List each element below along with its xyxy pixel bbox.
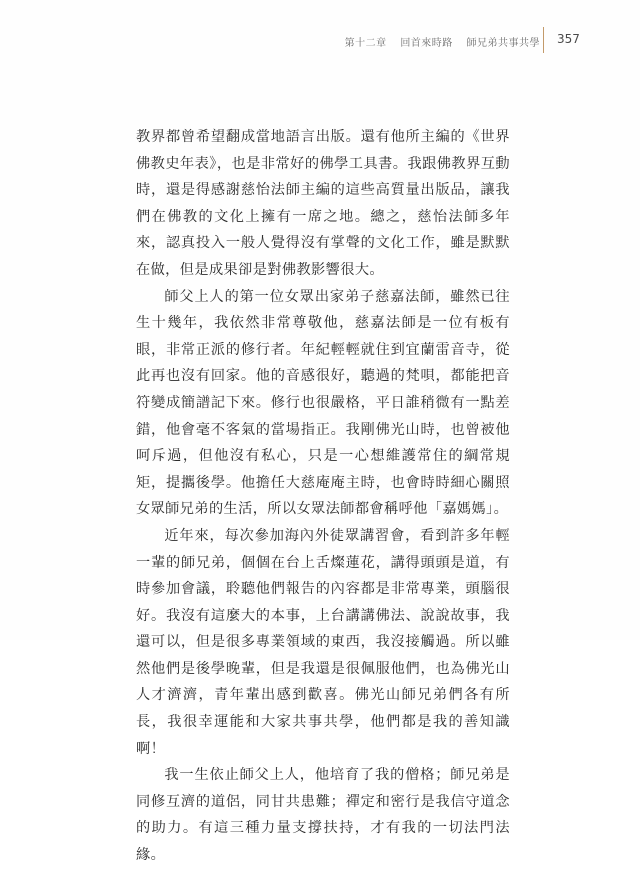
page-number: 357	[557, 32, 580, 46]
body-text	[136, 124, 510, 869]
header-divider	[543, 27, 544, 53]
running-header	[335, 34, 540, 49]
paragraph-3: 近年來，每次參加海內外徒眾講習會，看到許多年輕一輩的師兄弟，個個在台上舌燦蓮花，講得頭頭是道，有時參加會議，聆聽他們報告的內容都是非常專業，頭腦很好。我沒有這麼大的本事，上台講講佛法、說說故事，我還可以，但是很多專業領域的東西，我沒接觸過。所以雖然他們是後學晚輩，但是我還是很佩服他們，也為佛光山人才濟濟，青年輩出感到歡喜。佛光山師兄弟們各有所長，我很幸運能和大家共事共學，他們都是我的善知識啊！	[136, 527, 510, 757]
paragraph-2: 師父上人的第一位女眾出家弟子慈嘉法師，雖然已往生十幾年，我依然非常尊敬他，慈嘉法師是一位有板有眼，非常正派的修行者。年紀輕輕就住到宜蘭雷音寺，從此再也沒有回家。他的音感很好，聽過的梵唄，都能把音符變成簡譜記下來。修行也很嚴格，平日誰稍微有一點差錯，他會毫不客氣的當場指正。我剛佛光山時，也曾被他呵斥過，但他沒有私心，只是一心想維護常住的綱常規矩，提攜後學。他擔任大慈庵庵主時，也會時時細心關照女眾師兄弟的生活，所以女眾法師都會稱呼他「嘉媽媽」。	[136, 288, 510, 518]
chapter-number: 第十二章	[344, 38, 387, 49]
paragraph-4: 我一生依止師父上人，他培育了我的僧格；師兄弟是同修互濟的道侶，同甘共患難；禪定和密行是我信守道念的助力。有這三種力量支撐扶持，才有我的一切法門法緣。	[136, 767, 510, 864]
chapter-title: 回首來時路	[400, 38, 453, 49]
section-title: 師兄弟共事共學	[466, 38, 540, 49]
paragraph-1: 教界都曾希望翻成當地語言出版。還有他所主編的《世界佛教史年表》，也是非常好的佛學工具書。我跟佛教界互動時，還是得感謝慈怡法師主編的這些高質量出版品，讓我們在佛教的文化上擁有一席之地。總之，慈怡法師多年來，認真投入一般人覺得沒有掌聲的文化工作，雖是默默在做，但是成果卻是對佛教影響很大。	[136, 129, 510, 278]
